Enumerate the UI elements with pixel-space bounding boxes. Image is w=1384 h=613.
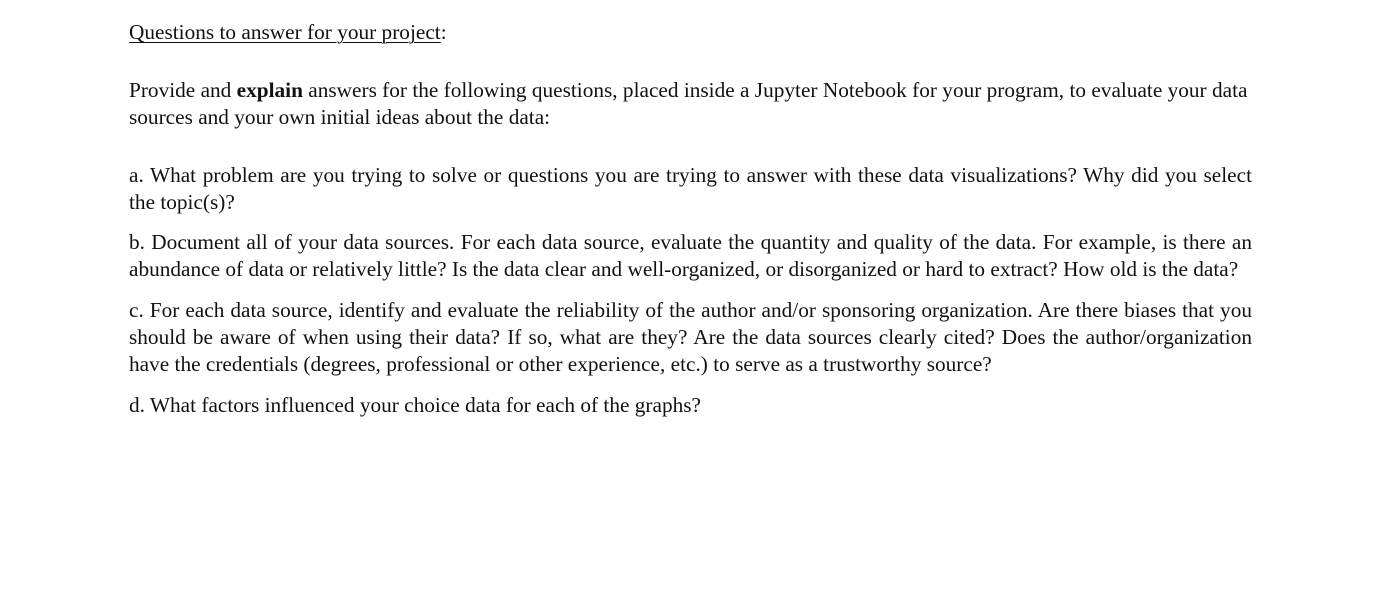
intro-bold-word: explain xyxy=(236,78,303,102)
intro-text-start: Provide and xyxy=(129,78,237,102)
question-c: c. For each data source, identify and evaluate the reliability of the author and/or sponsoring organization. Are there biases that you should be aware of when using their data? If so, what are they? Are the data sources clearly cited? Does the author/organization have the credentials (degrees, professional or other experience, etc.) to serve as a trustworthy source? xyxy=(129,297,1252,377)
heading-underlined-text: Questions to answer for your project xyxy=(129,20,441,44)
section-heading xyxy=(129,17,1252,47)
intro-paragraph xyxy=(129,77,1252,132)
question-b: b. Document all of your data sources. For each data source, evaluate the quantity and quality of the data. For example, is there an abundance of data or relatively little? Is the data clear and well-organized, or disorganized or hard to extract? How old is the data? xyxy=(129,230,1252,282)
question-d: d. What factors influenced your choice data for each of the graphs? xyxy=(129,392,702,417)
document-body xyxy=(129,17,1252,419)
question-a: a. What problem are you trying to solve or questions you are trying to answer with these data visualizations? Why did you select the topic(s)? xyxy=(129,162,1252,214)
heading-colon: : xyxy=(440,20,447,44)
intro-text-end: answers for the following questions, placed inside a Jupyter Notebook for your program, to evaluate your data sources and your own initial ideas about the data: xyxy=(129,78,1248,130)
